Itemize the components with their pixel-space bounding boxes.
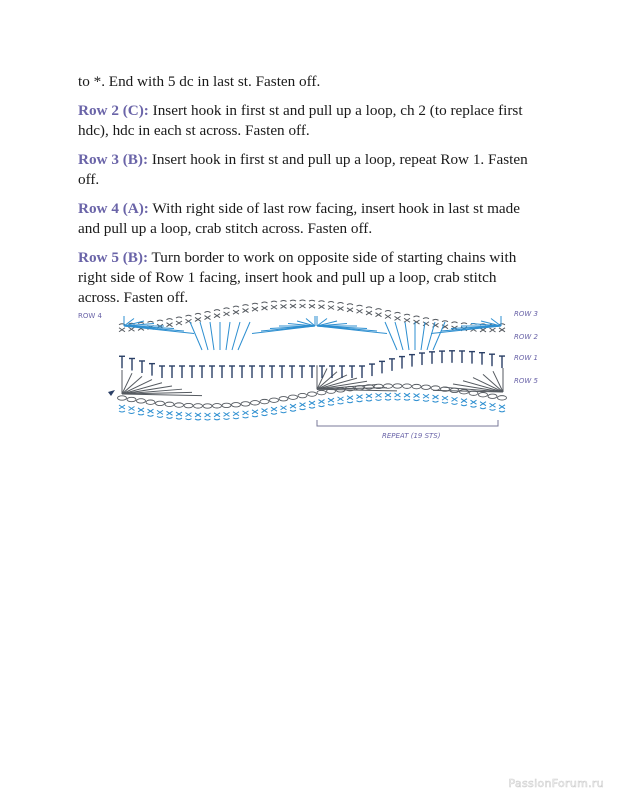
row-5-diagram-label: ROW 5 bbox=[514, 377, 538, 385]
row-4-text: With right side of last row facing, insert hook in last st made and pull up a loop, crab stitch across. Fasten off. bbox=[78, 200, 520, 237]
row-3-text: Insert hook in first st and pull up a loop, repeat Row 1. Fasten off. bbox=[78, 151, 528, 188]
repeat-label: REPEAT (19 STS) bbox=[382, 432, 441, 440]
row-2-label: Row 2 (C): bbox=[78, 102, 149, 119]
row-5-text: Turn border to work on opposite side of starting chains with right side of Row 1 facing, insert hook and pull up a loop, crab stitch across. Fasten off. bbox=[78, 249, 517, 306]
intro-paragraph: to *. End with 5 dc in last st. Fasten off. bbox=[78, 73, 321, 90]
row-4-diagram-label: ROW 4 bbox=[78, 312, 102, 320]
start-arrow-icon bbox=[108, 390, 115, 396]
row-2-diagram-label: ROW 2 bbox=[514, 333, 538, 341]
instructions-text bbox=[78, 72, 540, 317]
row-4-label: Row 4 (A): bbox=[78, 200, 149, 217]
row-1-diagram-label: ROW 1 bbox=[514, 354, 538, 362]
row-3-diagram-label: ROW 3 bbox=[514, 310, 538, 318]
row-4-paragraph bbox=[78, 199, 540, 239]
row-2-text: Insert hook in first st and pull up a loop, ch 2 (to replace first hdc), hdc in each st across. Fasten off. bbox=[78, 102, 523, 139]
row-5-label: Row 5 (B): bbox=[78, 249, 149, 266]
watermark: PassionForum.ru bbox=[508, 777, 604, 790]
row-3-label: Row 3 (B): bbox=[78, 151, 149, 168]
repeat-bracket bbox=[317, 420, 498, 426]
row-2-paragraph bbox=[78, 101, 540, 141]
crochet-stitch-diagram bbox=[70, 296, 550, 446]
stitch-symbols bbox=[118, 300, 507, 420]
row-3-paragraph bbox=[78, 150, 540, 190]
